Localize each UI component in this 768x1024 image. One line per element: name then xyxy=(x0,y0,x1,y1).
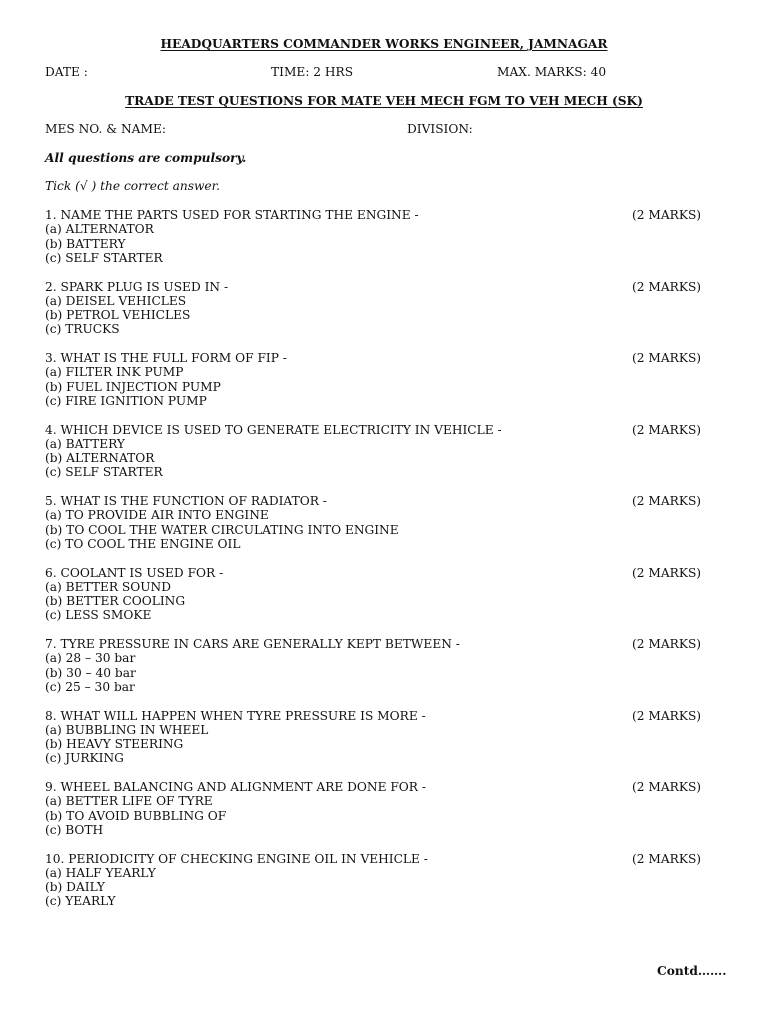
answer-option: (b) TO COOL THE WATER CIRCULATING INTO ENGINE xyxy=(45,522,399,537)
question-text: 5. WHAT IS THE FUNCTION OF RADIATOR - xyxy=(45,494,327,508)
answer-option: (a) DEISEL VEHICLES xyxy=(45,293,187,308)
question-text: 2. SPARK PLUG IS USED IN - xyxy=(45,279,229,294)
answer-option: (c) TRUCKS xyxy=(45,322,120,337)
max-marks-label: MAX. MARKS: 40 xyxy=(497,65,607,79)
time-label: TIME: 2 HRS xyxy=(271,65,354,79)
answer-option: (c) BOTH xyxy=(45,822,104,837)
answer-option: (c) SELF STARTER xyxy=(45,250,163,265)
question-marks: (2 MARKS) xyxy=(632,851,702,866)
answer-option: (b) FUEL INJECTION PUMP xyxy=(45,379,221,394)
answer-option: (a) BATTERY xyxy=(45,436,125,451)
question-text: 8. WHAT WILL HAPPEN WHEN TYRE PRESSURE IS MORE - xyxy=(45,708,426,723)
question-marks: (2 MARKS) xyxy=(632,708,702,723)
question-marks: (2 MARKS) xyxy=(632,565,702,580)
answer-option: (a) HALF YEARLY xyxy=(45,865,156,880)
continued-marker: Contd……. xyxy=(657,964,727,978)
question-text: 6. COOLANT IS USED FOR - xyxy=(45,565,224,580)
page-title: HEADQUARTERS COMMANDER WORKS ENGINEER, JAMNAGAR xyxy=(160,37,608,51)
answer-option: (b) BATTERY xyxy=(45,236,126,251)
division-label: DIVISION: xyxy=(407,122,473,136)
question-marks: (2 MARKS) xyxy=(632,494,702,508)
question-marks: (2 MARKS) xyxy=(632,351,702,365)
answer-option: (b) HEAVY STEERING xyxy=(45,737,184,752)
answer-option: (a) 28 – 30 bar xyxy=(45,651,136,666)
question-text: 9. WHEEL BALANCING AND ALIGNMENT ARE DONE FOR - xyxy=(45,780,426,794)
test-subtitle: TRADE TEST QUESTIONS FOR MATE VEH MECH FGM TO VEH MECH (SK) xyxy=(125,94,643,108)
mes-name-label: MES NO. & NAME: xyxy=(45,122,166,136)
answer-option: (b) BETTER COOLING xyxy=(45,594,186,609)
question-marks: (2 MARKS) xyxy=(632,780,702,794)
compulsory-instruction: All questions are compulsory. xyxy=(45,151,247,165)
answer-option: (c) YEARLY xyxy=(45,894,116,909)
question-text: 1. NAME THE PARTS USED FOR STARTING THE ENGINE - xyxy=(45,208,419,222)
question-text: 10. PERIODICITY OF CHECKING ENGINE OIL IN VEHICLE - xyxy=(45,851,428,866)
date-label: DATE : xyxy=(45,65,88,79)
answer-option: (c) FIRE IGNITION PUMP xyxy=(45,393,207,408)
question-text: 4. WHICH DEVICE IS USED TO GENERATE ELECTRICITY IN VEHICLE - xyxy=(45,422,502,437)
answer-option: (c) TO COOL THE ENGINE OIL xyxy=(45,536,241,551)
answer-option: (c) 25 – 30 bar xyxy=(45,679,135,694)
answer-option: (a) ALTERNATOR xyxy=(45,222,154,237)
answer-option: (c) JURKING xyxy=(45,751,124,766)
answer-option: (b) TO AVOID BUBBLING OF xyxy=(45,808,227,823)
question-marks: (2 MARKS) xyxy=(632,279,702,294)
answer-option: (b) ALTERNATOR xyxy=(45,451,155,466)
answer-option: (b) 30 – 40 bar xyxy=(45,665,136,680)
question-text: 3. WHAT IS THE FULL FORM OF FIP - xyxy=(45,351,287,365)
answer-option: (a) BETTER LIFE OF TYRE xyxy=(45,794,213,809)
answer-option: (b) PETROL VEHICLES xyxy=(45,308,191,323)
question-marks: (2 MARKS) xyxy=(632,208,702,222)
question-marks: (2 MARKS) xyxy=(632,422,702,437)
answer-option: (b) DAILY xyxy=(45,880,105,895)
answer-option: (a) FILTER INK PUMP xyxy=(45,365,184,380)
answer-option: (a) BUBBLING IN WHEEL xyxy=(45,722,209,737)
answer-option: (a) BETTER SOUND xyxy=(45,579,171,594)
question-marks: (2 MARKS) xyxy=(632,637,702,651)
tick-instruction: Tick (√ ) the correct answer. xyxy=(45,179,220,193)
answer-option: (c) SELF STARTER xyxy=(45,465,163,480)
answer-option: (a) TO PROVIDE AIR INTO ENGINE xyxy=(45,508,269,523)
answer-option: (c) LESS SMOKE xyxy=(45,608,152,623)
question-text: 7. TYRE PRESSURE IN CARS ARE GENERALLY KEPT BETWEEN - xyxy=(45,637,460,651)
